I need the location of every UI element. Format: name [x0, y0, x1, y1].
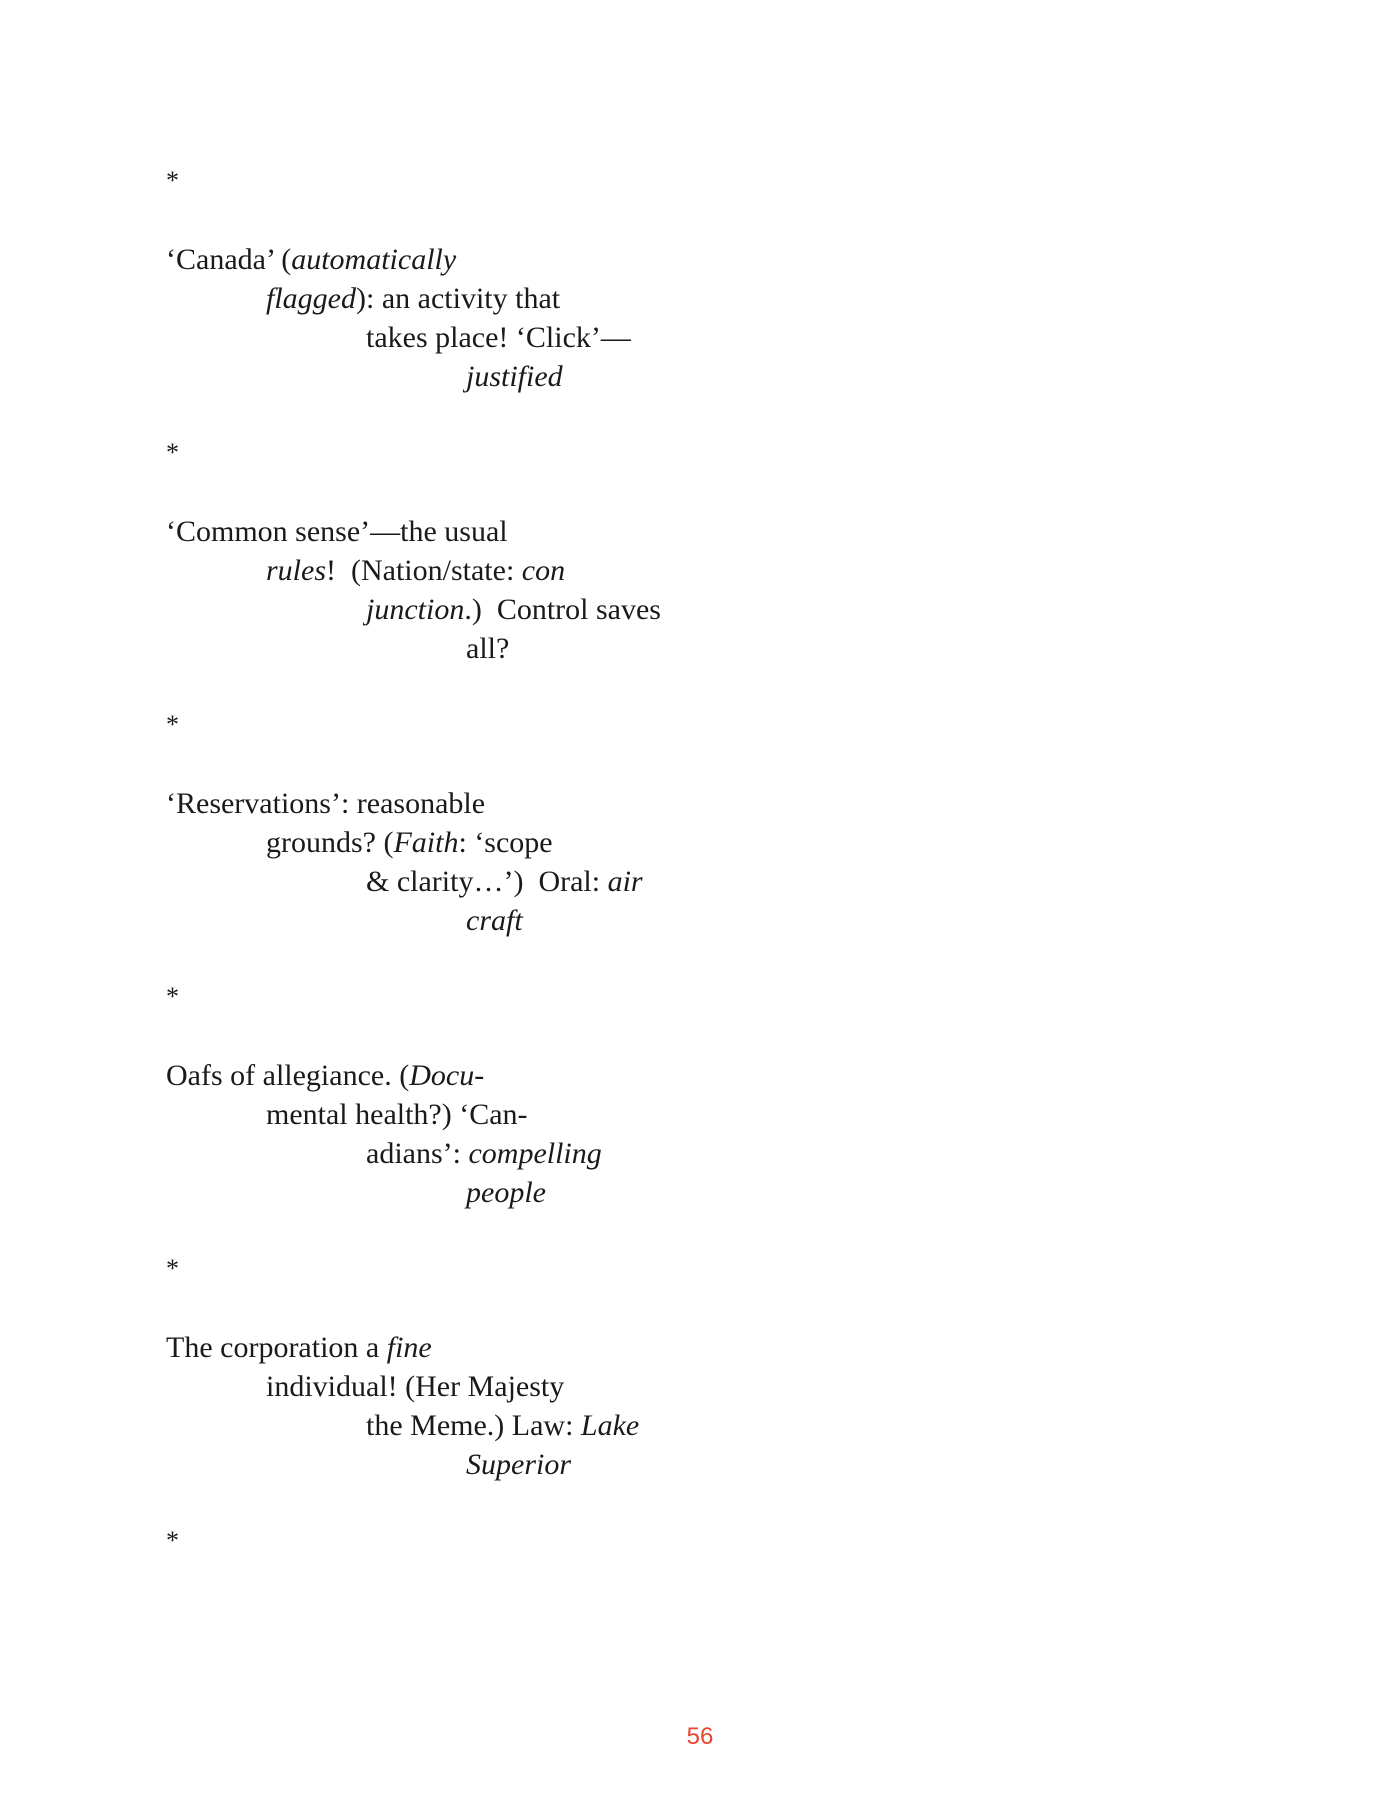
stanza-line: [166, 901, 1066, 940]
page-number: 56: [686, 1723, 714, 1750]
line-text: Oafs of allegiance. (: [166, 1059, 410, 1092]
stanza-3: [166, 784, 1066, 940]
stanza-5: [166, 1328, 1066, 1484]
line-text: ! (Nation/state:: [326, 554, 522, 587]
line-text: .) Control saves: [464, 593, 661, 626]
line-text-italic: flagged: [266, 282, 356, 315]
stanza-line: [166, 318, 1066, 357]
line-text-italic: compelling: [468, 1137, 602, 1170]
section-separator: *: [166, 1526, 179, 1555]
stanza-line: [166, 1367, 1066, 1406]
line-text-italic: fine: [386, 1331, 432, 1364]
line-text: ‘Reservations’: reasonable: [166, 787, 486, 820]
line-text: takes place! ‘Click’—: [366, 321, 631, 354]
line-text-italic: Docu-: [409, 1059, 485, 1092]
stanza-line: [166, 279, 1066, 318]
stanza-line: [166, 1056, 1066, 1095]
line-text: ‘Common sense’—the usual: [166, 515, 508, 548]
section-separator: *: [166, 166, 179, 195]
line-text-italic: Faith: [393, 826, 459, 859]
stanza-line: [166, 1173, 1066, 1212]
line-text: ): an activity that: [356, 282, 561, 315]
stanza-line: [166, 1445, 1066, 1484]
line-text: the Meme.) Law:: [366, 1409, 581, 1442]
line-text: adians’:: [366, 1137, 469, 1170]
line-text-italic: craft: [466, 904, 523, 937]
line-text: grounds? (: [266, 826, 394, 859]
stanza-line: [166, 512, 1066, 551]
line-text: individual! (Her Majesty: [266, 1370, 565, 1403]
line-text: ‘Canada’ (: [166, 243, 292, 276]
stanza-2: [166, 512, 1066, 668]
line-text: & clarity…’) Oral:: [366, 865, 608, 898]
section-separator: *: [166, 982, 179, 1011]
line-text-italic: rules: [266, 554, 326, 587]
line-text-italic: junction: [366, 593, 465, 626]
line-text-italic: air: [607, 865, 643, 898]
section-separator: *: [166, 710, 179, 739]
stanza-line: [166, 862, 1066, 901]
line-text: The corporation a: [166, 1331, 387, 1364]
line-text-italic: con: [521, 554, 566, 587]
line-text-italic: Lake: [580, 1409, 640, 1442]
line-text-italic: automatically: [291, 243, 457, 276]
stanza-line: [166, 551, 1066, 590]
line-text: all?: [466, 632, 510, 665]
stanza-line: [166, 784, 1066, 823]
stanza-line: [166, 629, 1066, 668]
line-text: : ‘scope: [458, 826, 553, 859]
stanza-line: [166, 240, 1066, 279]
line-text: mental health?) ‘Can-: [266, 1098, 528, 1131]
stanza-line: [166, 1134, 1066, 1173]
stanza-line: [166, 1406, 1066, 1445]
stanza-1: [166, 240, 1066, 396]
stanza-line: [166, 357, 1066, 396]
section-separator: *: [166, 438, 179, 467]
section-separator: *: [166, 1254, 179, 1283]
stanza-line: [166, 1095, 1066, 1134]
stanza-line: [166, 823, 1066, 862]
stanza-line: [166, 1328, 1066, 1367]
stanza-4: [166, 1056, 1066, 1212]
line-text-italic: justified: [466, 360, 563, 393]
stanza-line: [166, 590, 1066, 629]
line-text-italic: Superior: [466, 1448, 571, 1481]
line-text-italic: people: [466, 1176, 546, 1209]
